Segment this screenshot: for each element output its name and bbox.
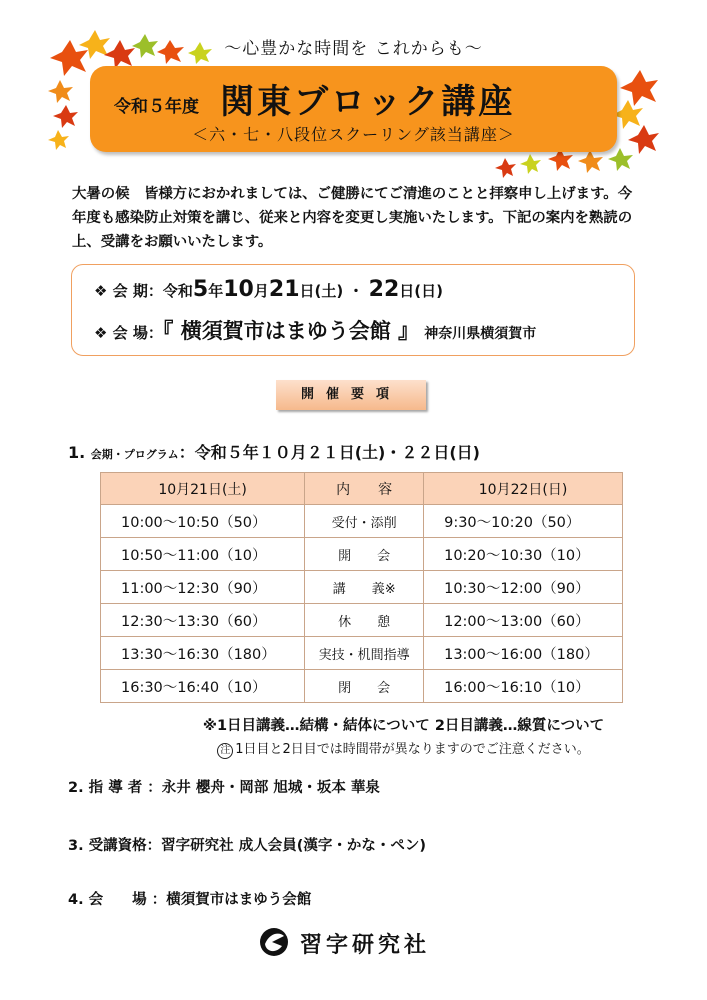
table-row <box>101 670 623 703</box>
venue-place: 神奈川県横須賀市 <box>424 326 537 342</box>
schedule-title-prefix: 1. <box>68 443 86 462</box>
table-cell: 13:00～16:00（180） <box>424 637 623 670</box>
eligibility-line: 3. 受講資格：習字研究社 成人会員(漢字・かな・ペン) <box>68 838 426 854</box>
table-header-day2: 10月22日(日) <box>424 473 623 505</box>
time-note-text: 1日目と2日目では時間帯が異なりますのでご注意ください。 <box>235 742 590 757</box>
banner-subtitle: ＜六・七・八段位スクーリング該当講座＞ <box>192 125 515 144</box>
company-logo-icon <box>258 926 294 958</box>
table-header-day1: 10月21日(土) <box>101 473 305 505</box>
table-cell: 10:50～11:00（10） <box>101 538 305 571</box>
table-cell: 12:00～13:00（60） <box>424 604 623 637</box>
table-cell: 13:30～16:30（180） <box>101 637 305 670</box>
period-nen: 年 <box>208 282 224 300</box>
table-row <box>101 538 623 571</box>
event-info-box <box>71 264 635 356</box>
section-heading: 開催要項 <box>276 380 426 410</box>
table-cell: 9:30～10:20（50） <box>424 505 623 538</box>
banner-year: 令和５年度 <box>114 97 199 117</box>
page-subtitle: ～心豊かな時間を これからも～ <box>224 39 483 59</box>
period-label: ❖ 会 期： <box>94 282 163 300</box>
period-year: 5 <box>192 277 209 302</box>
schedule-table <box>100 472 623 703</box>
table-cell: 16:00～16:10（10） <box>424 670 623 703</box>
table-header-content: 内 容 <box>305 473 424 505</box>
intro-paragraph: 大暑の候 皆様方におかれましては、ご健勝にてご清進のことと拝察申し上げます。今年度も感染防止対策を講じ、従来と内容を変更し実施いたします。下記の案内を熟読の上、受講をお願いいたします。 <box>72 186 633 250</box>
period-day1-suffix: 日(土) ・ <box>299 282 369 300</box>
table-row <box>101 571 623 604</box>
table-cell: 10:00～10:50（50） <box>101 505 305 538</box>
table-cell: 開 会 <box>305 538 424 571</box>
table-cell: 12:30～13:30（60） <box>101 604 305 637</box>
table-row <box>101 637 623 670</box>
venue-name: 『 横須賀市はまゆう会館 』 <box>162 319 420 343</box>
venue-label: ❖ 会 場： <box>94 324 163 342</box>
event-period <box>94 277 443 302</box>
period-day1: 21 <box>268 277 300 302</box>
event-venue <box>94 315 536 345</box>
period-era: 令和 <box>162 282 193 300</box>
company-name: 習字研究社 <box>300 932 431 958</box>
period-tsuki: 月 <box>253 282 269 300</box>
table-row <box>101 604 623 637</box>
table-cell: 16:30～16:40（10） <box>101 670 305 703</box>
schedule-title <box>68 440 480 463</box>
page-title: 関東ブロック講座 <box>220 82 516 122</box>
table-cell: 休 憩 <box>305 604 424 637</box>
period-month: 10 <box>223 277 254 302</box>
table-header-row <box>101 473 623 505</box>
table-cell: 閉 会 <box>305 670 424 703</box>
table-cell: 受付・添削 <box>305 505 424 538</box>
table-cell: 講 義※ <box>305 571 424 604</box>
instructors-line: 2. 指 導 者 ：永井 櫻舟・岡部 旭城・坂本 華泉 <box>68 780 380 796</box>
lecture-note: ※1日目講義…結構・結体について 2日目講義…線質について <box>202 718 605 734</box>
venue-line: 4. 会 場 ：横須賀市はまゆう会館 <box>68 892 312 908</box>
schedule-title-value: ：令和５年１０月２１日(土)・２２日(日) <box>178 443 480 462</box>
title-banner <box>90 66 617 152</box>
table-cell: 10:30～12:00（90） <box>424 571 623 604</box>
note-mark-icon: 注 <box>217 743 233 759</box>
time-note <box>0 738 707 759</box>
period-day2: 22 <box>368 277 400 302</box>
table-cell: 実技・机間指導 <box>305 637 424 670</box>
schedule-title-label: 会期・プログラム <box>90 448 179 461</box>
period-day2-suffix: 日(日) <box>399 282 444 300</box>
footer-logo <box>258 926 431 958</box>
table-cell: 10:20～10:30（10） <box>424 538 623 571</box>
table-row <box>101 505 623 538</box>
table-cell: 11:00～12:30（90） <box>101 571 305 604</box>
